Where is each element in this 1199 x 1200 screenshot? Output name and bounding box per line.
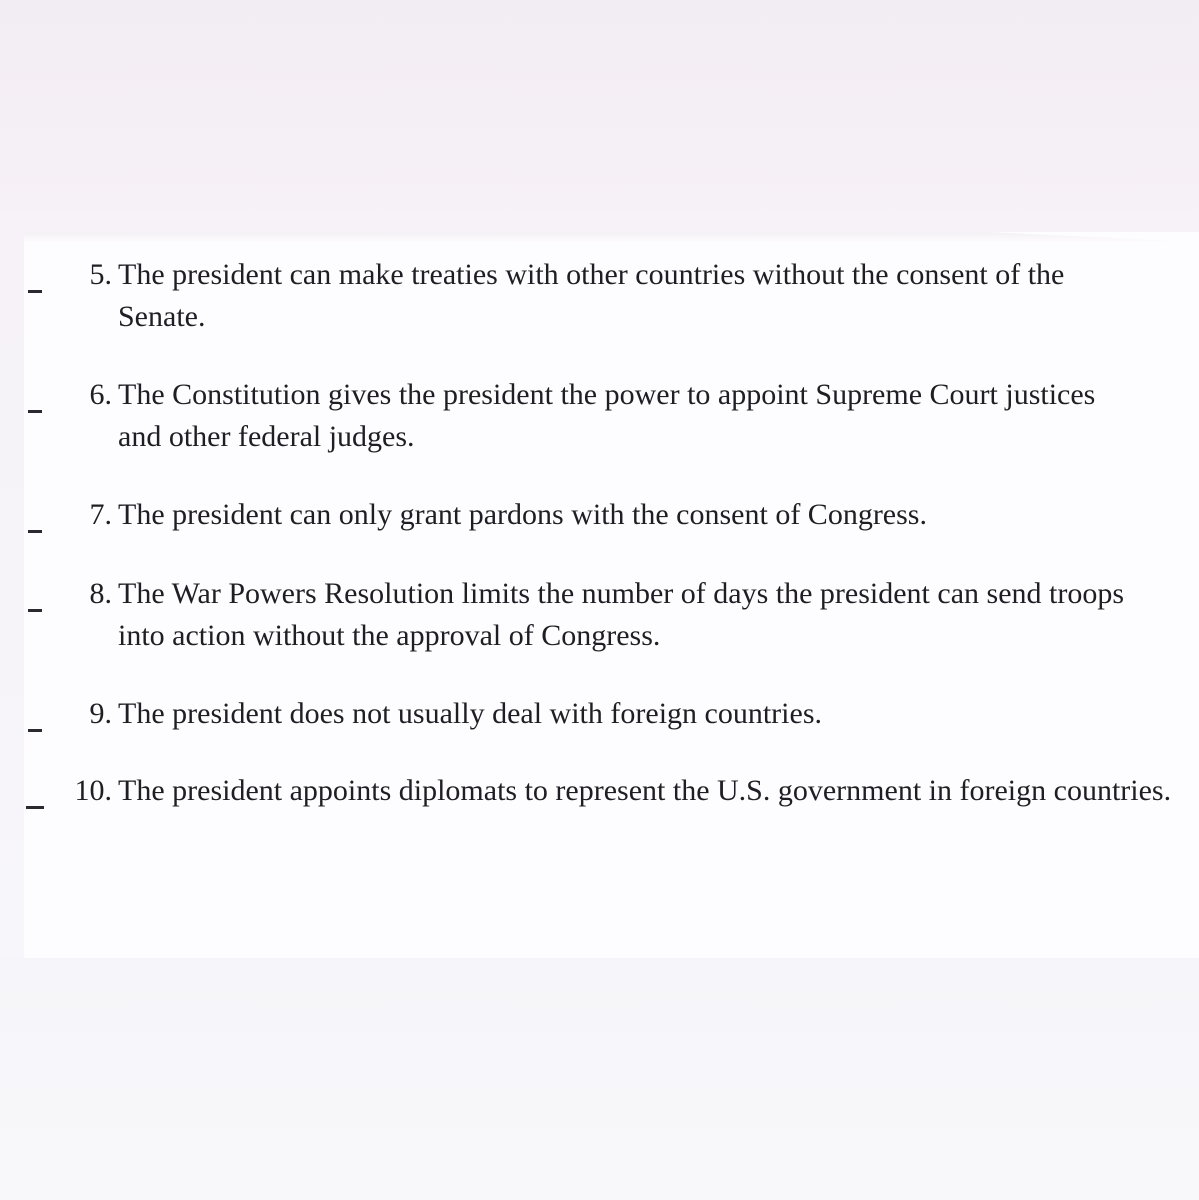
question-text: The Constitution gives the president the power to appoint Supreme Court justices and other federal judges. [118,378,1096,453]
question-text: The president can only grant pardons with the consent of Congress. [118,498,927,531]
question-number: 5. [89,258,112,291]
question-text: The president does not usually deal with foreign countries. [118,697,822,730]
question-number: 9. [89,697,112,730]
question-number: 8. [89,577,112,610]
question-number: 7. [89,498,112,531]
question-text: The president can make treaties with other countries without the consent of the Senate. [118,258,1065,333]
question-text: The president appoints diplomats to represent the U.S. government in foreign countries. [118,774,1172,807]
page-background-top [0,0,1199,232]
question-number: 10. [74,774,112,807]
question-text: The War Powers Resolution limits the number of days the president can send troops into action without the approval of Congress. [118,577,1125,652]
question-number: 6. [89,378,112,411]
page-background-bottom [0,958,1199,1200]
